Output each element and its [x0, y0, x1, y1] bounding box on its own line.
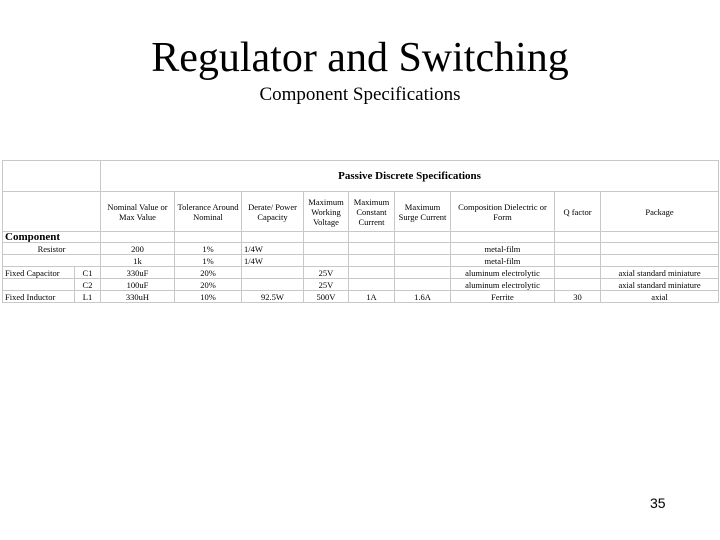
- cell-composition: metal-film: [451, 243, 555, 255]
- cell-q: 30: [555, 291, 601, 303]
- cell-component: Fixed Capacitor: [3, 267, 75, 279]
- cell-surge: [395, 255, 451, 267]
- cell-composition: aluminum electrolytic: [451, 267, 555, 279]
- cell-package: [601, 243, 719, 255]
- cell-composition: Ferrite: [451, 291, 555, 303]
- cell-surge: [395, 267, 451, 279]
- cell-component: Resistor: [3, 243, 101, 255]
- cell-tolerance: 1%: [175, 255, 242, 267]
- cell-component: Fixed Inductor: [3, 291, 75, 303]
- column-header: Nominal Value or Max Value: [101, 192, 175, 232]
- column-header: Maximum Working Voltage: [304, 192, 349, 232]
- cell-voltage: 500V: [304, 291, 349, 303]
- cell-voltage: [304, 243, 349, 255]
- column-header: Tolerance Around Nominal: [175, 192, 242, 232]
- table-column-header-row: [3, 192, 719, 232]
- cell-power: 1/4W: [242, 255, 304, 267]
- table-row: [3, 267, 719, 279]
- cell-current: 1A: [349, 291, 395, 303]
- table-group-header: Passive Discrete Specifications: [101, 161, 719, 192]
- table-row: [3, 243, 719, 255]
- column-header: Maximum Constant Current: [349, 192, 395, 232]
- cell-voltage: 25V: [304, 279, 349, 291]
- table-component-header-row: [3, 232, 719, 243]
- spec-table: [2, 160, 719, 303]
- cell-q: [555, 279, 601, 291]
- cell-nominal: 1k: [101, 255, 175, 267]
- table-corner-cell: [3, 161, 101, 192]
- cell-surge: [395, 243, 451, 255]
- cell-tolerance: 20%: [175, 267, 242, 279]
- cell-voltage: [304, 255, 349, 267]
- cell-power: [242, 279, 304, 291]
- table-row: [3, 279, 719, 291]
- cell-ref: C2: [75, 279, 101, 291]
- cell-tolerance: 1%: [175, 243, 242, 255]
- cell-surge: [395, 279, 451, 291]
- cell-package: axial: [601, 291, 719, 303]
- cell-nominal: 100uF: [101, 279, 175, 291]
- cell-package: [601, 255, 719, 267]
- cell-current: [349, 255, 395, 267]
- column-header: Package: [601, 192, 719, 232]
- cell-power: 92.5W: [242, 291, 304, 303]
- cell-surge: 1.6A: [395, 291, 451, 303]
- slide-title: Regulator and Switching: [151, 35, 569, 81]
- cell-tolerance: 10%: [175, 291, 242, 303]
- page-number: 35: [650, 495, 666, 511]
- cell-ref: L1: [75, 291, 101, 303]
- cell-nominal: 330uH: [101, 291, 175, 303]
- cell-component: [3, 279, 75, 291]
- table-row: [3, 291, 719, 303]
- cell-tolerance: 20%: [175, 279, 242, 291]
- table-group-header-row: [3, 161, 719, 192]
- cell-q: [555, 255, 601, 267]
- cell-q: [555, 267, 601, 279]
- cell-package: axial standard miniature: [601, 267, 719, 279]
- cell-current: [349, 243, 395, 255]
- cell-power: [242, 267, 304, 279]
- cell-nominal: 330uF: [101, 267, 175, 279]
- table-blank-cell: [3, 192, 101, 232]
- column-header: Composition Dielectric or Form: [451, 192, 555, 232]
- column-header: Maximum Surge Current: [395, 192, 451, 232]
- column-header: Derate/ Power Capacity: [242, 192, 304, 232]
- table-row: [3, 255, 719, 267]
- cell-package: axial standard miniature: [601, 279, 719, 291]
- cell-composition: aluminum electrolytic: [451, 279, 555, 291]
- cell-ref: C1: [75, 267, 101, 279]
- cell-current: [349, 267, 395, 279]
- cell-current: [349, 279, 395, 291]
- column-header: Q factor: [555, 192, 601, 232]
- cell-nominal: 200: [101, 243, 175, 255]
- cell-power: 1/4W: [242, 243, 304, 255]
- cell-composition: metal-film: [451, 255, 555, 267]
- component-header: Component: [3, 232, 101, 243]
- cell-voltage: 25V: [304, 267, 349, 279]
- slide-subtitle: Component Specifications: [259, 84, 461, 105]
- cell-component: [3, 255, 101, 267]
- cell-q: [555, 243, 601, 255]
